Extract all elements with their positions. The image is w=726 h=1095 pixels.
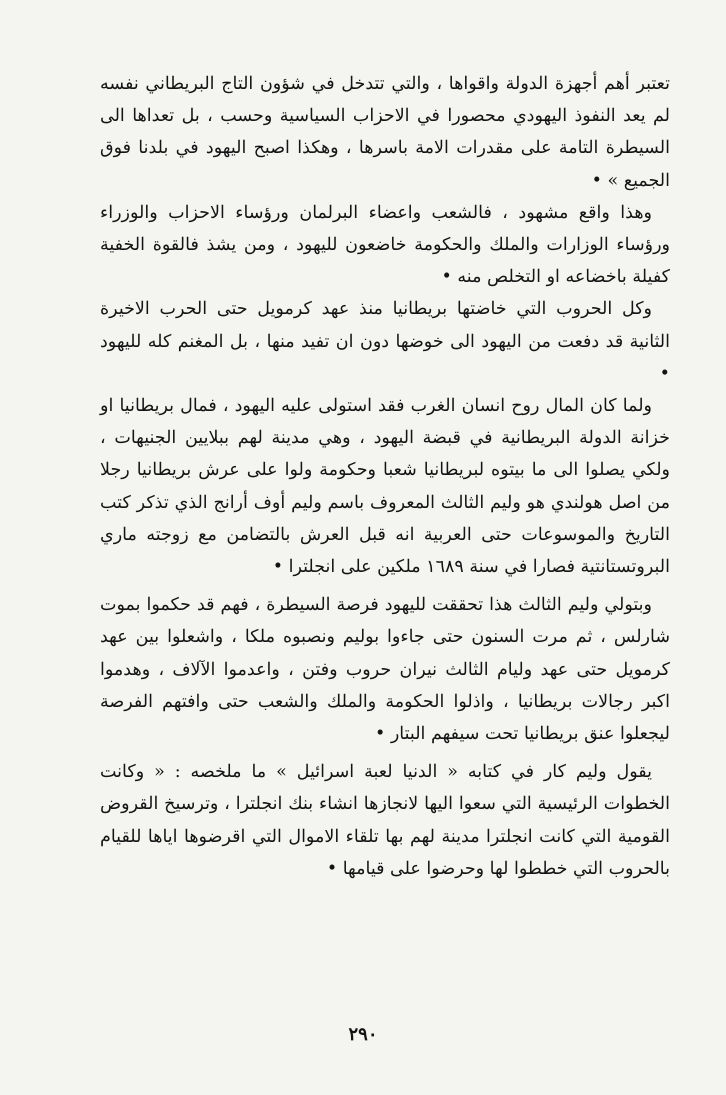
paragraph-1: تعتبر أهم أجهزة الدولة واقواها ، والتي تتدخل في شؤون التاج البريطاني نفسه لم يعد النفوذ اليهودي محصورا في الاحزاب السياسية وحسب ، بل تعداها الى السيطرة التامة على مقدرات الامة باسرها ، وهكذا اصبح اليهود في بلدنا فوق الجميع » • xyxy=(100,74,670,191)
paragraph-4: ولما كان المال روح انسان الغرب فقد استولى عليه اليهود ، فمال بريطانيا او خزانة الدولة البريطانية في قبضة اليهود ، وهي مدينة لهم ببلايين الجنيهات ، ولكي يصلوا الى ما بيتوه لبريطانيا شعبا وحكومة ولوا على عرش بريطانيا رجلا من اصل هولندي هو وليم الثالث المعروف باسم وليم أوف أرانج الذي تذكر كتب التاريخ والموسوعات حتى العربية انه قبل العرش بالتضامن مع زوجته ماري البروتستانتية فصارا في سنة ١٦٨٩ ملكين على انجلترا • xyxy=(100,396,670,578)
page-number: ٢٩٠ xyxy=(348,1024,378,1045)
paragraph-6: يقول وليم كار في كتابه « الدنيا لعبة اسرائيل » ما ملخصه : « وكانت الخطوات الرئيسية التي سعوا اليها لانجازها انشاء بنك انجلترا ، وترسيخ القروض القومية التي كانت انجلترا مدينة لهم بها تلقاء الاموال التي اقرضوها اياها للقيام بالحروب التي خططوا لها وحرضوا على قيامها • xyxy=(100,762,670,879)
paragraph-2: وهذا واقع مشهود ، فالشعب واعضاء البرلمان ورؤساء الاحزاب والوزراء ورؤساء الوزارات والملك والحكومة خاضعون لليهود ، ومن يشذ فالقوة الخفية كفيلة باخضاعه او التخلص منه • xyxy=(100,202,670,288)
paragraph-5: وبتولي وليم الثالث هذا تحققت لليهود فرصة السيطرة ، فهم قد حكموا بموت شارلس ، ثم مرت السنون حتى جاءوا بوليم ونصبوه ملكا ، واشعلوا بين عهد كرمويل حتى عهد وليام الثالث نيران حروب وفتن ، واعدموا الآلاف ، وهدموا اكبر رجالات بريطانيا ، واذلوا الحكومة والملك والشعب حتى وافتهم الفرصة ليجعلوا عنق بريطانيا تحت سيفهم البتار • xyxy=(100,595,670,745)
paragraph-3: وكل الحروب التي خاضتها بريطانيا منذ عهد كرمويل حتى الحرب الاخيرة الثانية قد دفعت من اليهود الى خوضها دون ان تفيد منها ، بل المغنم كله لليهود • xyxy=(100,299,670,384)
body-text xyxy=(100,68,670,885)
